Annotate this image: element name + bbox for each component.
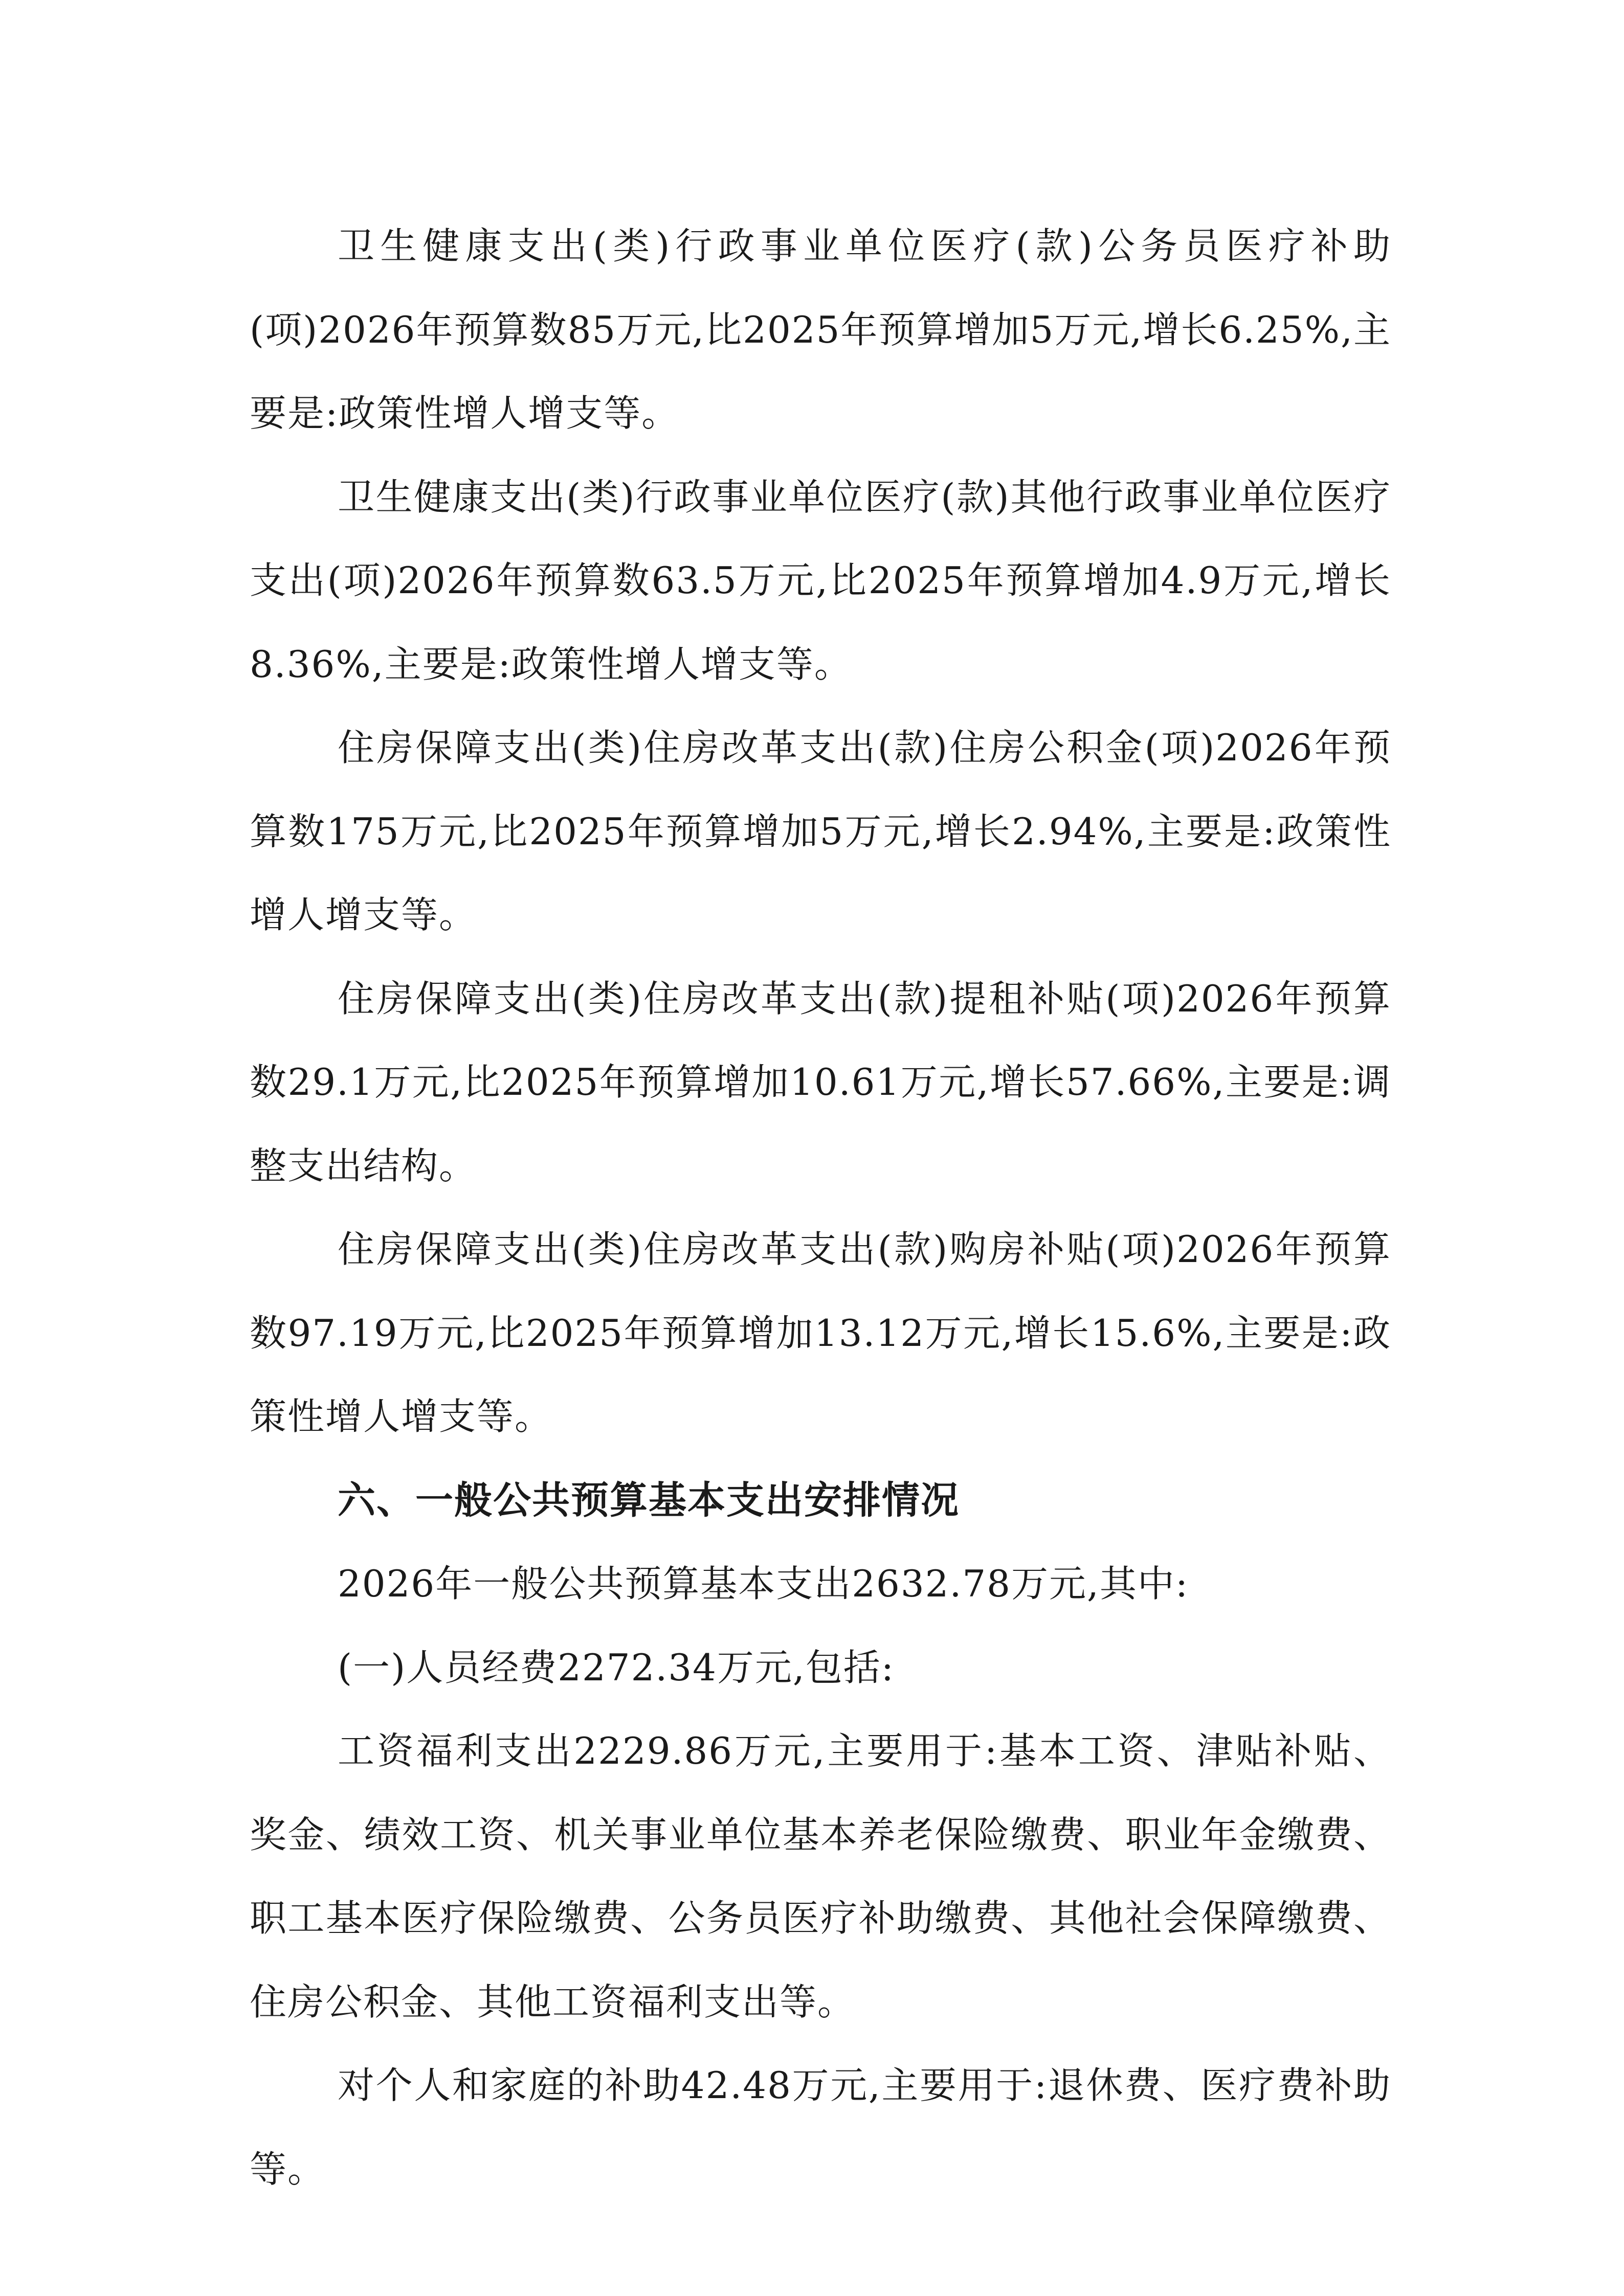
paragraph-wages-welfare: 工资福利支出2229.86万元,主要用于:基本工资、津贴补贴、奖金、绩效工资、机关事业单位基本养老保险缴费、职业年金缴费、职工基本医疗保险缴费、公务员医疗补助缴费、其他社会保障缴费、住房公积金、其他工资福利支出等。	[250, 1729, 1391, 2023]
paragraph-housing-rent-subsidy: 住房保障支出(类)住房改革支出(款)提租补贴(项)2026年预算数29.1万元,比2025年预算增加10.61万元,增长57.66%,主要是:调整支出结构。	[250, 977, 1391, 1187]
document-page	[250, 205, 1391, 2211]
paragraph-health-other-medical: 卫生健康支出(类)行政事业单位医疗(款)其他行政事业单位医疗支出(项)2026年预算数63.5万元,比2025年预算增加4.9万元,增长8.36%,主要是:政策性增人增支等。	[250, 475, 1391, 686]
paragraph-health-civil-servant-medical: 卫生健康支出(类)行政事业单位医疗(款)公务员医疗补助(项)2026年预算数85万元,比2025年预算增加5万元,增长6.25%,主要是:政策性增人增支等。	[250, 224, 1391, 435]
paragraph-individual-family-subsidy: 对个人和家庭的补助42.48万元,主要用于:退休费、医疗费补助等。	[250, 2064, 1391, 2191]
paragraph-basic-expenditure-total: 2026年一般公共预算基本支出2632.78万元,其中:	[338, 1562, 1189, 1605]
paragraph-personnel-expenses: (一)人员经费2272.34万元,包括:	[338, 1646, 895, 1689]
paragraph-housing-provident-fund: 住房保障支出(类)住房改革支出(款)住房公积金(项)2026年预算数175万元,比2025年预算增加5万元,增长2.94%,主要是:政策性增人增支等。	[250, 726, 1391, 936]
section-heading: 六、一般公共预算基本支出安排情况	[338, 1478, 960, 1522]
paragraph-housing-purchase-subsidy: 住房保障支出(类)住房改革支出(款)购房补贴(项)2026年预算数97.19万元,比2025年预算增加13.12万元,增长15.6%,主要是:政策性增人增支等。	[250, 1228, 1391, 1438]
